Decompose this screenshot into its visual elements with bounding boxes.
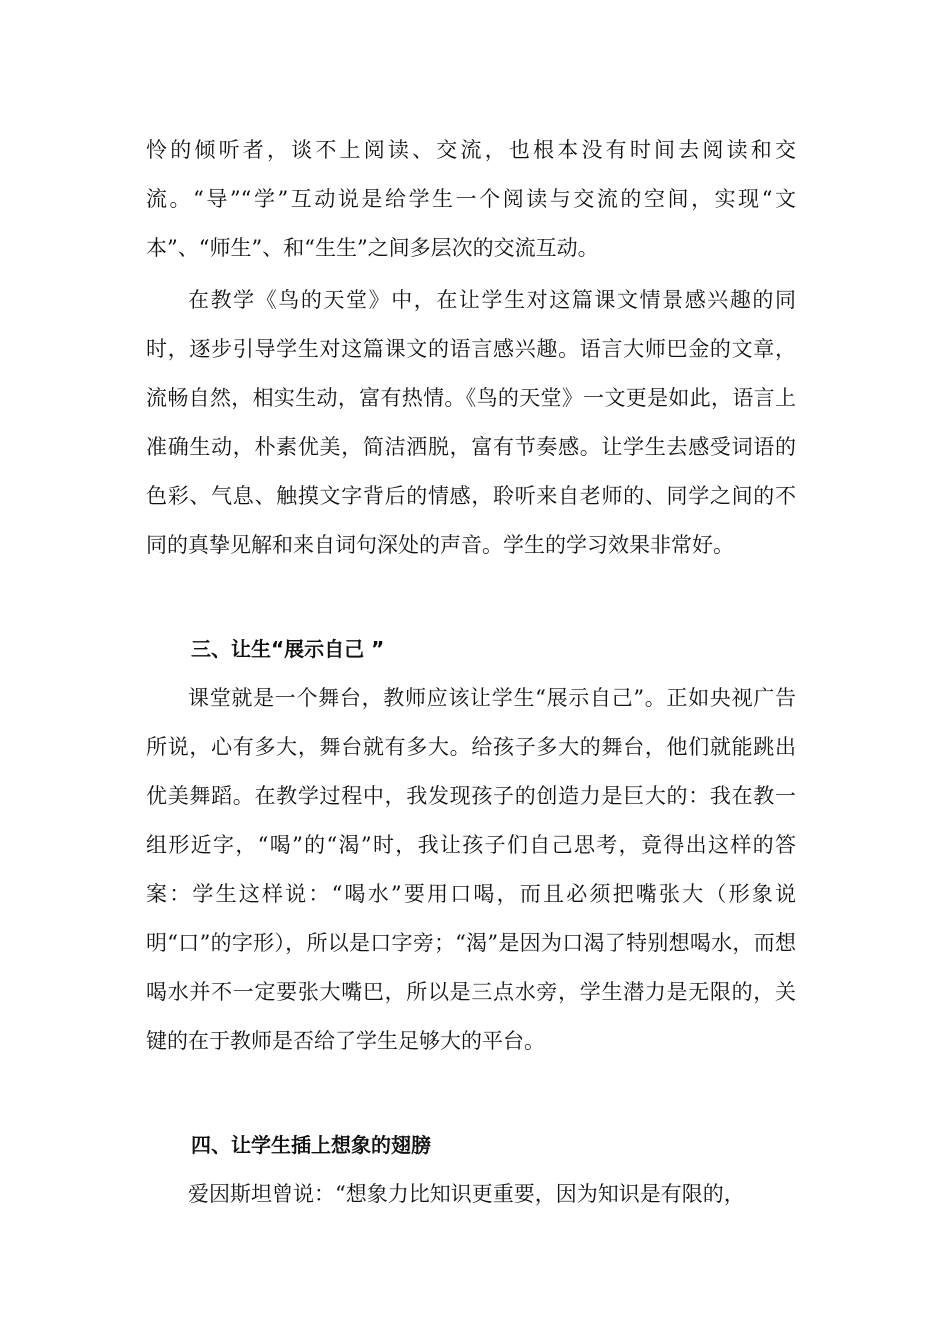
body-text-stage [146,674,796,1066]
body-text-einstein [146,1170,796,1219]
paragraph-einstein: 爱因斯坦曾说：“想象力比知识更重要，因为知识是有限的， [188,1182,745,1206]
paragraph-continued: 怜的倾听者，谈不上阅读、交流，也根本没有时间去阅读和交流。“导”“学”互动说是给学生一个阅读与交流的空间，实现“文本”、“师生”、和“生生”之间多层次的交流互动。 [146,138,796,260]
section-three [146,625,796,674]
section-four [146,1121,796,1170]
section-heading-three: 三、让生“展示自己 ” [191,637,385,661]
section-heading-four: 四、让学生插上想象的翅膀 [191,1133,431,1157]
body-text-continued [146,126,796,273]
paragraph-stage: 课堂就是一个舞台，教师应该让学生“展示自己”。正如央视广告所说，心有多大，舞台就有多大。给孩子多大的舞台，他们就能跳出优美舞蹈。在教学过程中，我发现孩子的创造力是巨大的：我在教一组形近字，“喝”的“渴”时，我让孩子们自己思考，竟得出这样的答案：学生这样说：“喝水”要用口喝，而且必须把嘴张大（形象说明“口”的字形），所以是口字旁；“渴”是因为口渴了特别想喝水，而想喝水并不一定要张大嘴巴，所以是三点水旁，学生潜力是无限的，关键的在于教师是否给了学生足够大的平台。 [146,686,796,1053]
paragraph-bird-heaven: 在教学《鸟的天堂》中，在让学生对这篇课文情景感兴趣的同时，逐步引导学生对这篇课文的语言感兴趣。语言大师巴金的文章，流畅自然，相实生动，富有热情。《鸟的天堂》一文更是如此，语言上准确生动，朴素优美，简洁洒脱，富有节奏感。让学生去感受词语的色彩、气息、触摸文字背后的情感，聆听来自老师的、同学之间的不同的真挚见解和来自词句深处的声音。学生的学习效果非常好。 [146,288,796,557]
body-text-bird-heaven [146,276,796,570]
